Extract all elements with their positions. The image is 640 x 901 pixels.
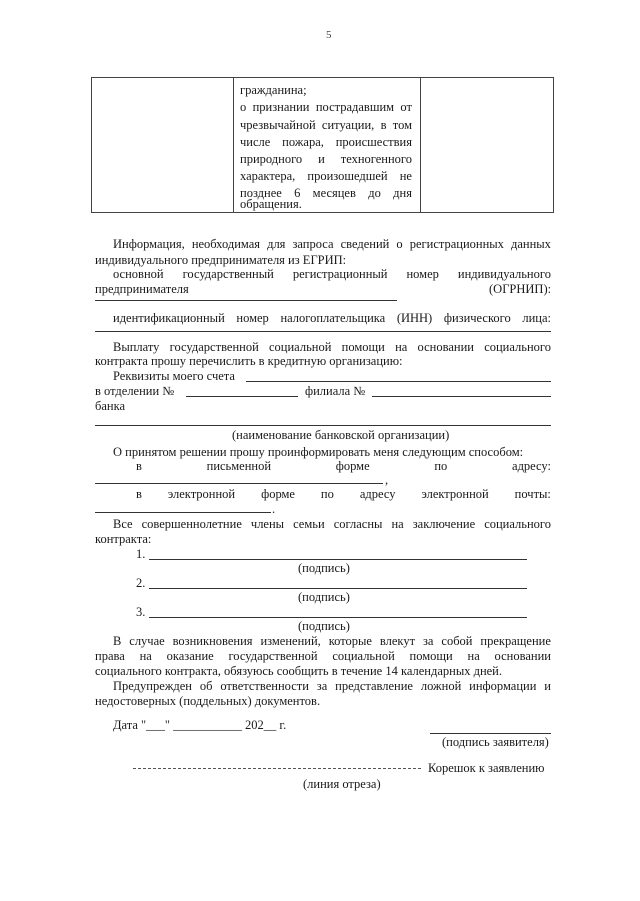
bank-label: банка bbox=[95, 399, 126, 413]
word: адресу: bbox=[512, 459, 551, 473]
word: Информация, bbox=[113, 237, 185, 251]
stub-label: Корешок к заявлению bbox=[428, 761, 545, 775]
word: числе bbox=[240, 135, 271, 149]
egrip-line-4-right: (ОГРНИП): bbox=[489, 282, 552, 296]
word: информации bbox=[469, 679, 537, 693]
word: и bbox=[544, 679, 551, 693]
word: произошедшей bbox=[307, 169, 388, 183]
date-line: Дата "___" ___________ 202__ г. bbox=[113, 718, 287, 732]
word: изменений, bbox=[260, 634, 321, 648]
branch-field[interactable] bbox=[186, 396, 298, 397]
word: социального bbox=[484, 517, 551, 531]
word: лица: bbox=[522, 311, 551, 325]
continuation-table bbox=[91, 77, 554, 213]
word: номер bbox=[236, 311, 269, 325]
word: государственной bbox=[169, 340, 259, 354]
warning-line-1 bbox=[113, 680, 551, 693]
word: государственной bbox=[228, 649, 318, 663]
word: в bbox=[136, 487, 142, 501]
word: от bbox=[400, 100, 412, 114]
word: почты: bbox=[514, 487, 551, 501]
word: форме bbox=[335, 459, 370, 473]
notify-written bbox=[136, 460, 551, 473]
written-end: , bbox=[385, 473, 389, 487]
word: оказание bbox=[166, 649, 214, 663]
word: до bbox=[368, 186, 381, 200]
payment-line-1 bbox=[113, 341, 551, 354]
word: совершеннолетние bbox=[141, 517, 242, 531]
word: в bbox=[380, 118, 387, 132]
account-label: Реквизиты моего счета bbox=[113, 369, 235, 383]
word: возникновения bbox=[172, 634, 253, 648]
word: социальной bbox=[269, 340, 332, 354]
family-line-2: контракта: bbox=[95, 532, 152, 546]
applicant-signature-caption: (подпись заявителя) bbox=[442, 735, 549, 749]
word: не bbox=[399, 169, 412, 183]
word: идентификационный bbox=[113, 311, 225, 325]
family-line-1 bbox=[113, 518, 551, 531]
word: письменной bbox=[206, 459, 272, 473]
account-field[interactable] bbox=[246, 381, 551, 382]
word: техногенного bbox=[340, 152, 412, 166]
cell-line bbox=[240, 136, 412, 149]
word: форме bbox=[261, 487, 295, 501]
postal-address-field[interactable] bbox=[95, 483, 383, 484]
egrip-line-1 bbox=[113, 238, 551, 251]
word: гражданина; bbox=[240, 83, 307, 97]
family-signature-caption: (подпись) bbox=[298, 561, 350, 575]
word: согласны bbox=[333, 517, 383, 531]
family-item-number: 3. bbox=[136, 605, 146, 619]
family-signature-caption: (подпись) bbox=[298, 619, 350, 633]
word: чрезвычайной bbox=[240, 118, 316, 132]
bank-caption: (наименование банковской организации) bbox=[232, 428, 450, 442]
word: представление bbox=[335, 679, 413, 693]
inn-field[interactable] bbox=[95, 331, 551, 332]
word: семьи bbox=[293, 517, 325, 531]
word: адресу bbox=[359, 487, 396, 501]
word: В bbox=[113, 634, 122, 648]
word: за bbox=[316, 679, 328, 693]
word: на bbox=[391, 517, 404, 531]
word: физического bbox=[443, 311, 511, 325]
word: позднее bbox=[240, 186, 282, 200]
word: признании bbox=[252, 100, 310, 114]
branch-label: в отделении № bbox=[95, 384, 175, 398]
word: государственный bbox=[182, 267, 274, 281]
cell-line bbox=[240, 170, 412, 183]
word: электронной bbox=[421, 487, 489, 501]
word: помощи bbox=[409, 649, 453, 663]
cell-line bbox=[240, 153, 412, 166]
word: обращения. bbox=[240, 197, 302, 211]
word: пострадавшим bbox=[315, 100, 395, 114]
word: Выплату bbox=[113, 340, 160, 354]
word: помощи bbox=[341, 340, 385, 354]
word: собой bbox=[441, 634, 473, 648]
filial-label: филиала № bbox=[305, 384, 366, 398]
warning-line-2: недостоверных (поддельных) документов. bbox=[95, 694, 321, 708]
egrip-line-4-left: предпринимателя bbox=[95, 282, 189, 296]
word: характера, bbox=[240, 169, 296, 183]
word: ответственности bbox=[220, 679, 309, 693]
word: влекут bbox=[379, 634, 416, 648]
word: основной bbox=[113, 267, 164, 281]
word: случае bbox=[129, 634, 165, 648]
cell-line bbox=[240, 119, 412, 132]
word: электронной bbox=[167, 487, 236, 501]
word: о bbox=[396, 237, 403, 251]
word: которые bbox=[328, 634, 372, 648]
word: социальной bbox=[332, 649, 395, 663]
word: необходимая bbox=[191, 237, 261, 251]
word: по bbox=[434, 459, 448, 473]
cell-line bbox=[240, 198, 412, 211]
egrip-line-3 bbox=[113, 268, 551, 281]
family-item-number: 1. bbox=[136, 547, 146, 561]
word: природного bbox=[240, 152, 303, 166]
word: на bbox=[139, 649, 152, 663]
word: и bbox=[318, 152, 325, 166]
word: пожара, bbox=[282, 135, 324, 149]
word: члены bbox=[250, 517, 285, 531]
notify-electronic bbox=[136, 488, 551, 501]
cell-line bbox=[240, 84, 412, 97]
applicant-signature-field[interactable] bbox=[430, 733, 551, 734]
word: Все bbox=[113, 517, 133, 531]
word: 6 bbox=[294, 186, 301, 200]
word: ложной bbox=[420, 679, 462, 693]
word: данных bbox=[510, 237, 551, 251]
word: регистрационный bbox=[292, 267, 388, 281]
word: на bbox=[395, 340, 408, 354]
table-cell-text bbox=[234, 78, 421, 213]
word: основании bbox=[417, 340, 474, 354]
word: в bbox=[136, 459, 142, 473]
ogrnip-field[interactable] bbox=[95, 300, 397, 301]
word: происшествия bbox=[335, 135, 412, 149]
word: о bbox=[240, 100, 247, 114]
family-signature-field[interactable] bbox=[149, 588, 527, 589]
table-cell-empty-right bbox=[421, 78, 554, 213]
cell-line bbox=[240, 101, 412, 114]
family-item-number: 2. bbox=[136, 576, 146, 590]
word: основании bbox=[494, 649, 551, 663]
family-signature-caption: (подпись) bbox=[298, 590, 350, 604]
notify-line-1: О принятом решении прошу проинформировать меня следующим способом: bbox=[113, 445, 524, 459]
word: месяцев bbox=[312, 186, 356, 200]
word: заключение bbox=[412, 517, 476, 531]
word: прекращение bbox=[480, 634, 551, 648]
word: сведений bbox=[340, 237, 390, 251]
word: на bbox=[467, 649, 480, 663]
family-signature-field[interactable] bbox=[149, 617, 527, 618]
word: по bbox=[320, 487, 334, 501]
word: для bbox=[267, 237, 286, 251]
cut-caption: (линия отреза) bbox=[303, 777, 381, 791]
changes-line-2 bbox=[95, 650, 551, 663]
changes-line-1 bbox=[113, 635, 551, 648]
word: за bbox=[422, 634, 434, 648]
page-number: 5 bbox=[326, 29, 332, 41]
bank-name-field[interactable] bbox=[95, 425, 551, 426]
word: запроса bbox=[292, 237, 334, 251]
egrip-line-2: индивидуального предпринимателя из ЕГРИП: bbox=[95, 253, 347, 267]
word: социального bbox=[484, 340, 551, 354]
family-signature-field[interactable] bbox=[149, 559, 527, 560]
payment-line-2: контракта прошу перечислить в кредитную организацию: bbox=[95, 354, 403, 368]
filial-field[interactable] bbox=[372, 396, 551, 397]
word: номер bbox=[406, 267, 439, 281]
word: права bbox=[95, 649, 125, 663]
electronic-end: . bbox=[272, 502, 276, 516]
email-field[interactable] bbox=[95, 512, 271, 513]
word: дня bbox=[393, 186, 412, 200]
table-cell-empty-left bbox=[92, 78, 234, 213]
word: ситуации, bbox=[321, 118, 375, 132]
word: (ИНН) bbox=[396, 311, 433, 325]
word: индивидуального bbox=[457, 267, 551, 281]
inn-line bbox=[113, 312, 551, 325]
word: регистрационных bbox=[409, 237, 504, 251]
word: Предупрежден bbox=[113, 679, 192, 693]
cut-line bbox=[133, 768, 421, 769]
word: налогоплательщика bbox=[280, 311, 386, 325]
word: об bbox=[199, 679, 213, 693]
word: том bbox=[392, 118, 412, 132]
changes-line-3: социального контракта, обязуюсь сообщить в течение 14 календарных дней. bbox=[95, 664, 503, 678]
